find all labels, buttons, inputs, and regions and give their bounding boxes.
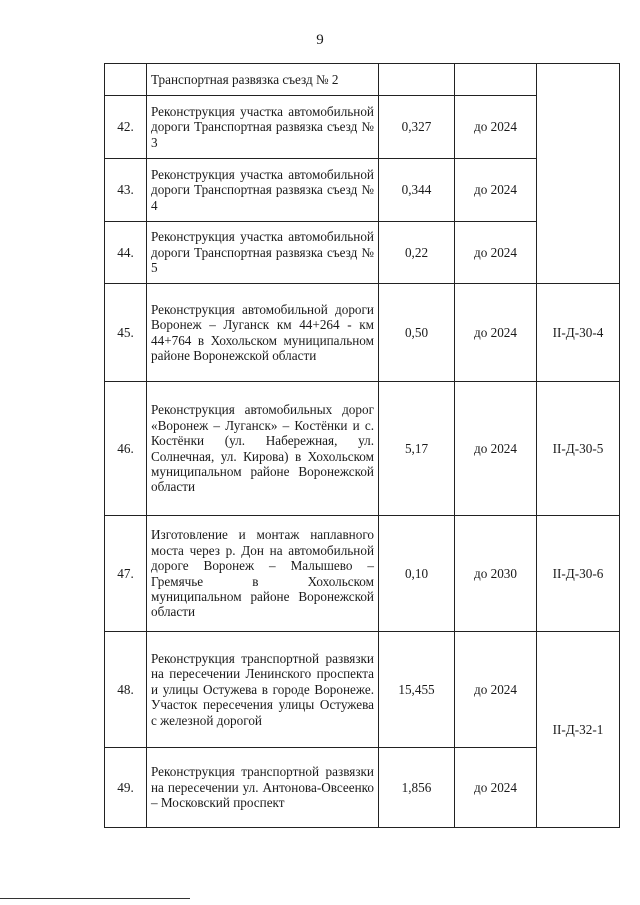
row-term: до 2024: [455, 748, 537, 828]
row-description: Изготовление и монтаж наплавного моста через р. Дон на автомобильной дороге Воронеж – Малышево – Гремячье в Хохольском муниципальном районе Воронежской области: [147, 516, 379, 632]
row-description: Реконструкция участка автомобильной дороги Транспортная развязка съезд № 3: [147, 96, 379, 159]
row-code-shared: II-Д-32-1: [537, 632, 620, 828]
row-number: [105, 64, 147, 96]
row-description: Реконструкция транспортной развязки на пересечении Ленинского проспекта и улицы Остужева в городе Воронеже. Участок пересечения улицы Остужева с железной дорогой: [147, 632, 379, 748]
row-number: 42.: [105, 96, 147, 159]
row-description: Реконструкция автомобильной дороги Воронеж – Луганск км 44+264 - км 44+764 в Хохольском муниципальном районе Воронежской области: [147, 284, 379, 382]
row-number: 48.: [105, 632, 147, 748]
row-term: [455, 64, 537, 96]
row-number: 49.: [105, 748, 147, 828]
table-row: [105, 382, 620, 516]
row-length: 0,10: [379, 516, 455, 632]
table-row: [105, 64, 620, 96]
row-description: Транспортная развязка съезд № 2: [147, 64, 379, 96]
row-term: до 2024: [455, 96, 537, 159]
row-term: до 2024: [455, 284, 537, 382]
row-length: 0,22: [379, 222, 455, 284]
row-term: до 2024: [455, 632, 537, 748]
row-description: Реконструкция участка автомобильной дороги Транспортная развязка съезд № 5: [147, 222, 379, 284]
row-length: 0,344: [379, 159, 455, 222]
row-number: 44.: [105, 222, 147, 284]
table-row: [105, 516, 620, 632]
row-description: Реконструкция автомобильных дорог «Воронеж – Луганск» – Костёнки и с. Костёнки (ул. Набережная, ул. Солнечная, ул. Кирова) в Хохольском муниципальном районе Воронежской области: [147, 382, 379, 516]
row-number: 46.: [105, 382, 147, 516]
row-description: Реконструкция участка автомобильной дороги Транспортная развязка съезд № 4: [147, 159, 379, 222]
row-length: 0,50: [379, 284, 455, 382]
footnote-separator: [0, 898, 190, 899]
row-number: 43.: [105, 159, 147, 222]
row-length: 5,17: [379, 382, 455, 516]
row-description: Реконструкция транспортной развязки на пересечении ул. Антонова-Овсеенко – Московский проспект: [147, 748, 379, 828]
row-length: 1,856: [379, 748, 455, 828]
row-number: 47.: [105, 516, 147, 632]
row-code: II-Д-30-5: [537, 382, 620, 516]
row-length: 0,327: [379, 96, 455, 159]
row-term: до 2030: [455, 516, 537, 632]
row-length: 15,455: [379, 632, 455, 748]
row-term: до 2024: [455, 159, 537, 222]
row-code: II-Д-30-6: [537, 516, 620, 632]
table-row: [105, 632, 620, 748]
row-code: II-Д-30-4: [537, 284, 620, 382]
row-term: до 2024: [455, 382, 537, 516]
road-projects-table: [104, 63, 620, 828]
row-number: 45.: [105, 284, 147, 382]
page-number: 9: [316, 32, 324, 48]
row-length: [379, 64, 455, 96]
row-code-empty: [537, 64, 620, 284]
table-row: [105, 284, 620, 382]
row-term: до 2024: [455, 222, 537, 284]
